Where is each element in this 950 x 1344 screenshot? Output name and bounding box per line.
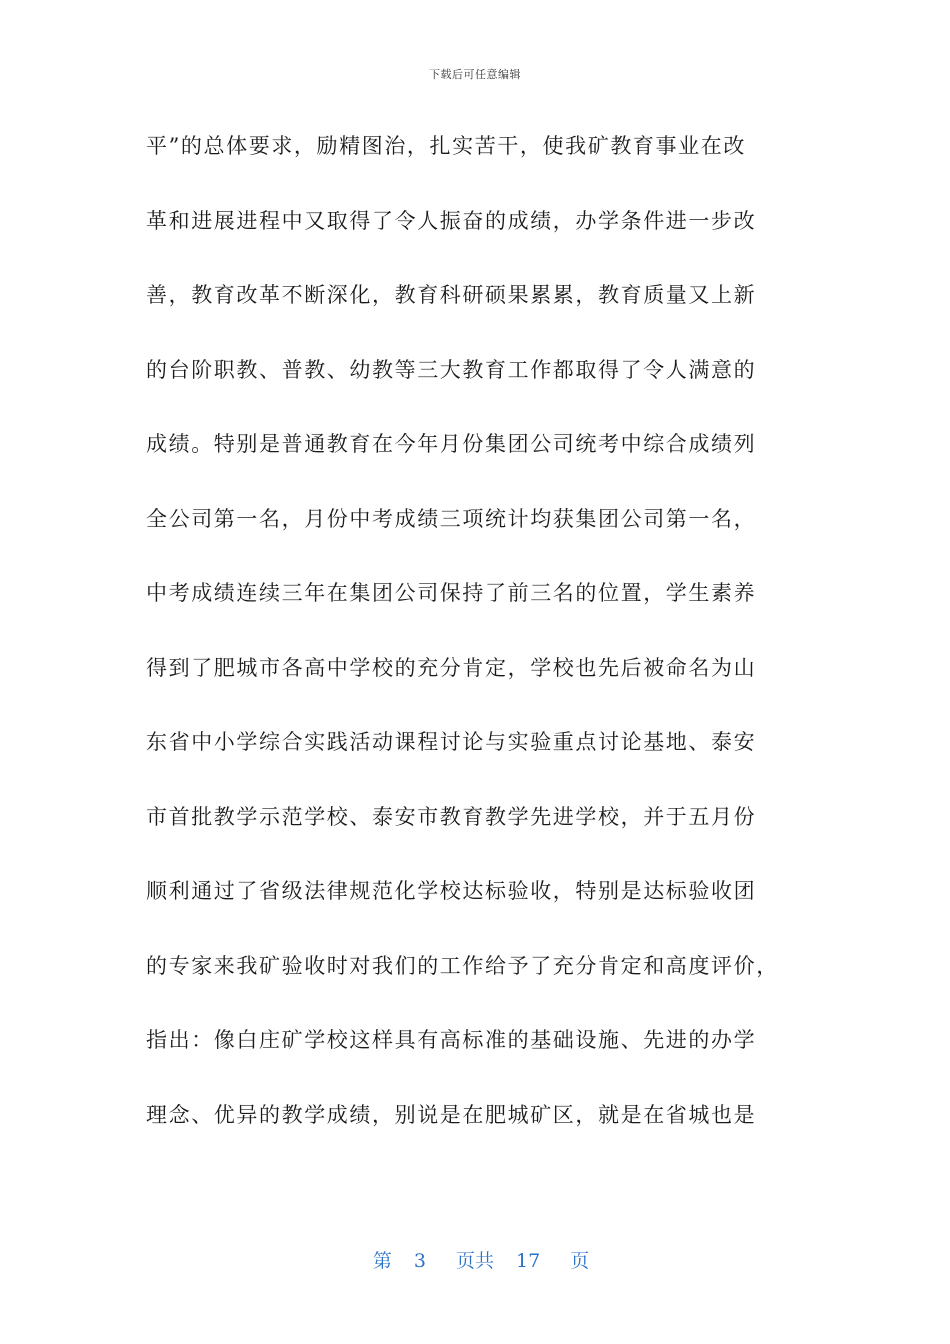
body-line: 中考成绩连续三年在集团公司保持了前三名的位置，学生素养 bbox=[146, 581, 757, 605]
page-footer bbox=[0, 1224, 950, 1273]
body-line: 革和进展进程中又取得了令人振奋的成绩，办学条件进一步改 bbox=[146, 208, 757, 233]
body-line: 成绩。特别是普通教育在今年月份集团公司统考中综合成绩列 bbox=[146, 432, 757, 456]
body-line: 善，教育改革不断深化，教育科研硕果累累，教育质量又上新 bbox=[146, 283, 757, 307]
header-note: 下载后可任意编辑 bbox=[429, 68, 521, 81]
body-line: 理念、优异的教学成绩，别说是在肥城矿区，就是在省城也是 bbox=[146, 1102, 757, 1127]
body-line: 全公司第一名，月份中考成绩三项统计均获集团公司第一名， bbox=[146, 506, 757, 531]
body-line: 指出：像白庄矿学校这样具有高标准的基础设施、先进的办学 bbox=[146, 1028, 757, 1052]
document-body bbox=[146, 120, 806, 1163]
page-suffix: 页 bbox=[570, 1250, 590, 1272]
page-middle: 页共 bbox=[455, 1250, 494, 1272]
body-line: 平”的总体要求，励精图治，扎实苦干，使我矿教育事业在改 bbox=[146, 134, 746, 158]
body-line: 顺利通过了省级法律规范化学校达标验收，特别是达标验收团 bbox=[146, 879, 757, 903]
body-line: 的台阶职教、普教、幼教等三大教育工作都取得了令人满意的 bbox=[146, 357, 757, 382]
current-page-number: 3 bbox=[413, 1250, 426, 1272]
body-line: 的专家来我矿验收时对我们的工作给予了充分肯定和高度评价， bbox=[146, 953, 779, 978]
body-line: 得到了肥城市各高中学校的充分肯定，学校也先后被命名为山 bbox=[146, 655, 757, 680]
page-prefix: 第 bbox=[372, 1250, 392, 1272]
body-line: 市首批教学示范学校、泰安市教育教学先进学校，并于五月份 bbox=[146, 804, 757, 829]
body-line: 东省中小学综合实践活动课程讨论与实验重点讨论基地、泰安 bbox=[146, 730, 757, 754]
total-pages-number: 17 bbox=[516, 1250, 541, 1272]
